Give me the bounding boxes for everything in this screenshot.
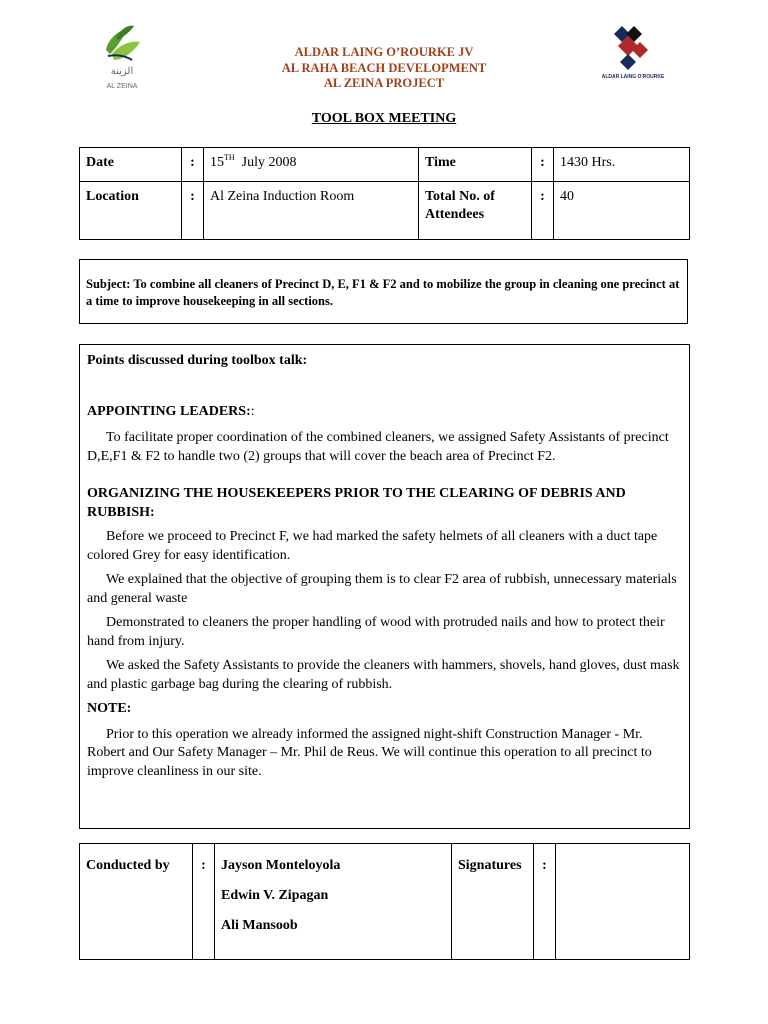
svg-text:الزينة: الزينة [110, 66, 134, 77]
document-title: TOOL BOX MEETING [311, 111, 457, 126]
section-appointing-leaders-title: APPOINTING LEADERS:: [87, 403, 255, 419]
conductor-name-3: Ali Mansoob [221, 918, 298, 933]
header-line-2: AL RAHA BEACH DEVELOPMENT [281, 60, 487, 75]
organizing-para-4: We asked the Safety Assistants to provide the cleaners with hammers, shovels, hand gloves, dust mask and plastic garbage bag during the clearing of rubbish. [87, 658, 680, 692]
points-discussed-box [79, 344, 690, 829]
section-appointing-leaders-para: To facilitate proper coordination of the combined cleaners, we assigned Safety Assistants of precinct D,E,F1 & F2 to handle two (2) groups that will cover the beach area of Precinct F2. [87, 430, 669, 464]
date-value [204, 148, 419, 182]
date-day: 15 [210, 155, 224, 170]
date-colon: : [182, 148, 204, 182]
location-colon: : [182, 182, 204, 240]
organizing-para-1: Before we proceed to Precinct F, we had marked the safety helmets of all cleaners with a duct tape colored Grey for easy identification. [87, 529, 658, 563]
info-row-location [80, 182, 690, 240]
header-line-3: AL ZEINA PROJECT [323, 76, 445, 90]
al-zeina-logo-text: AL ZEINA [106, 83, 138, 90]
date-label: Date [80, 148, 182, 182]
signatures-colon: : [534, 844, 556, 960]
note-title: NOTE: [87, 701, 132, 716]
location-label: Location [80, 182, 182, 240]
signature-table [79, 843, 690, 960]
conductor-name-1: Jayson Monteloyola [221, 858, 341, 873]
signatures-field [556, 844, 690, 960]
date-rest: July 2008 [234, 155, 297, 170]
time-value: 1430 Hrs. [554, 148, 690, 182]
conductor-names [215, 844, 452, 960]
header-line-1: ALDAR LAING O’ROURKE JV [294, 45, 474, 59]
subject-box: Subject: To combine all cleaners of Precinct D, E, F1 & F2 and to mobilize the group in cleaning one precinct at a time to improve housekeeping in all sections. [79, 259, 688, 324]
signature-row [80, 844, 690, 960]
conducted-by-label: Conducted by [80, 844, 193, 960]
aldar-logo-text: ALDAR LAING O'ROURKE [601, 74, 665, 80]
attendees-value: 40 [554, 182, 690, 240]
aldar-laing-orourke-logo [601, 22, 665, 88]
conducted-by-colon: : [193, 844, 215, 960]
meeting-info-table [79, 147, 690, 240]
signatures-label: Signatures [452, 844, 534, 960]
section-organizing-title: ORGANIZING THE HOUSEKEEPERS PRIOR TO THE CLEARING OF DEBRIS AND RUBBISH: [87, 486, 626, 520]
points-heading: Points discussed during toolbox talk: [87, 353, 308, 368]
conductor-name-2: Edwin V. Zipagan [221, 888, 329, 903]
note-para: Prior to this operation we already informed the assigned night-shift Construction Manager - Mr. Robert and Our Safety Manager – Mr. Phil de Reus. We will continue this operation to all precinct to improve cleanliness in our site. [87, 726, 652, 779]
organizing-para-3: Demonstrated to cleaners the proper handling of wood with protruded nails and how to protect their hand from injury. [87, 615, 665, 649]
attendees-label: Total No. of Attendees [419, 182, 532, 240]
time-label: Time [419, 148, 532, 182]
info-row-date-time [80, 148, 690, 182]
organizing-para-2: We explained that the objective of grouping them is to clear F2 area of rubbish, unnecessary materials and general waste [87, 572, 677, 606]
attendees-colon: : [532, 182, 554, 240]
location-value: Al Zeina Induction Room [204, 182, 419, 240]
time-colon: : [532, 148, 554, 182]
date-suffix: TH [224, 153, 235, 162]
